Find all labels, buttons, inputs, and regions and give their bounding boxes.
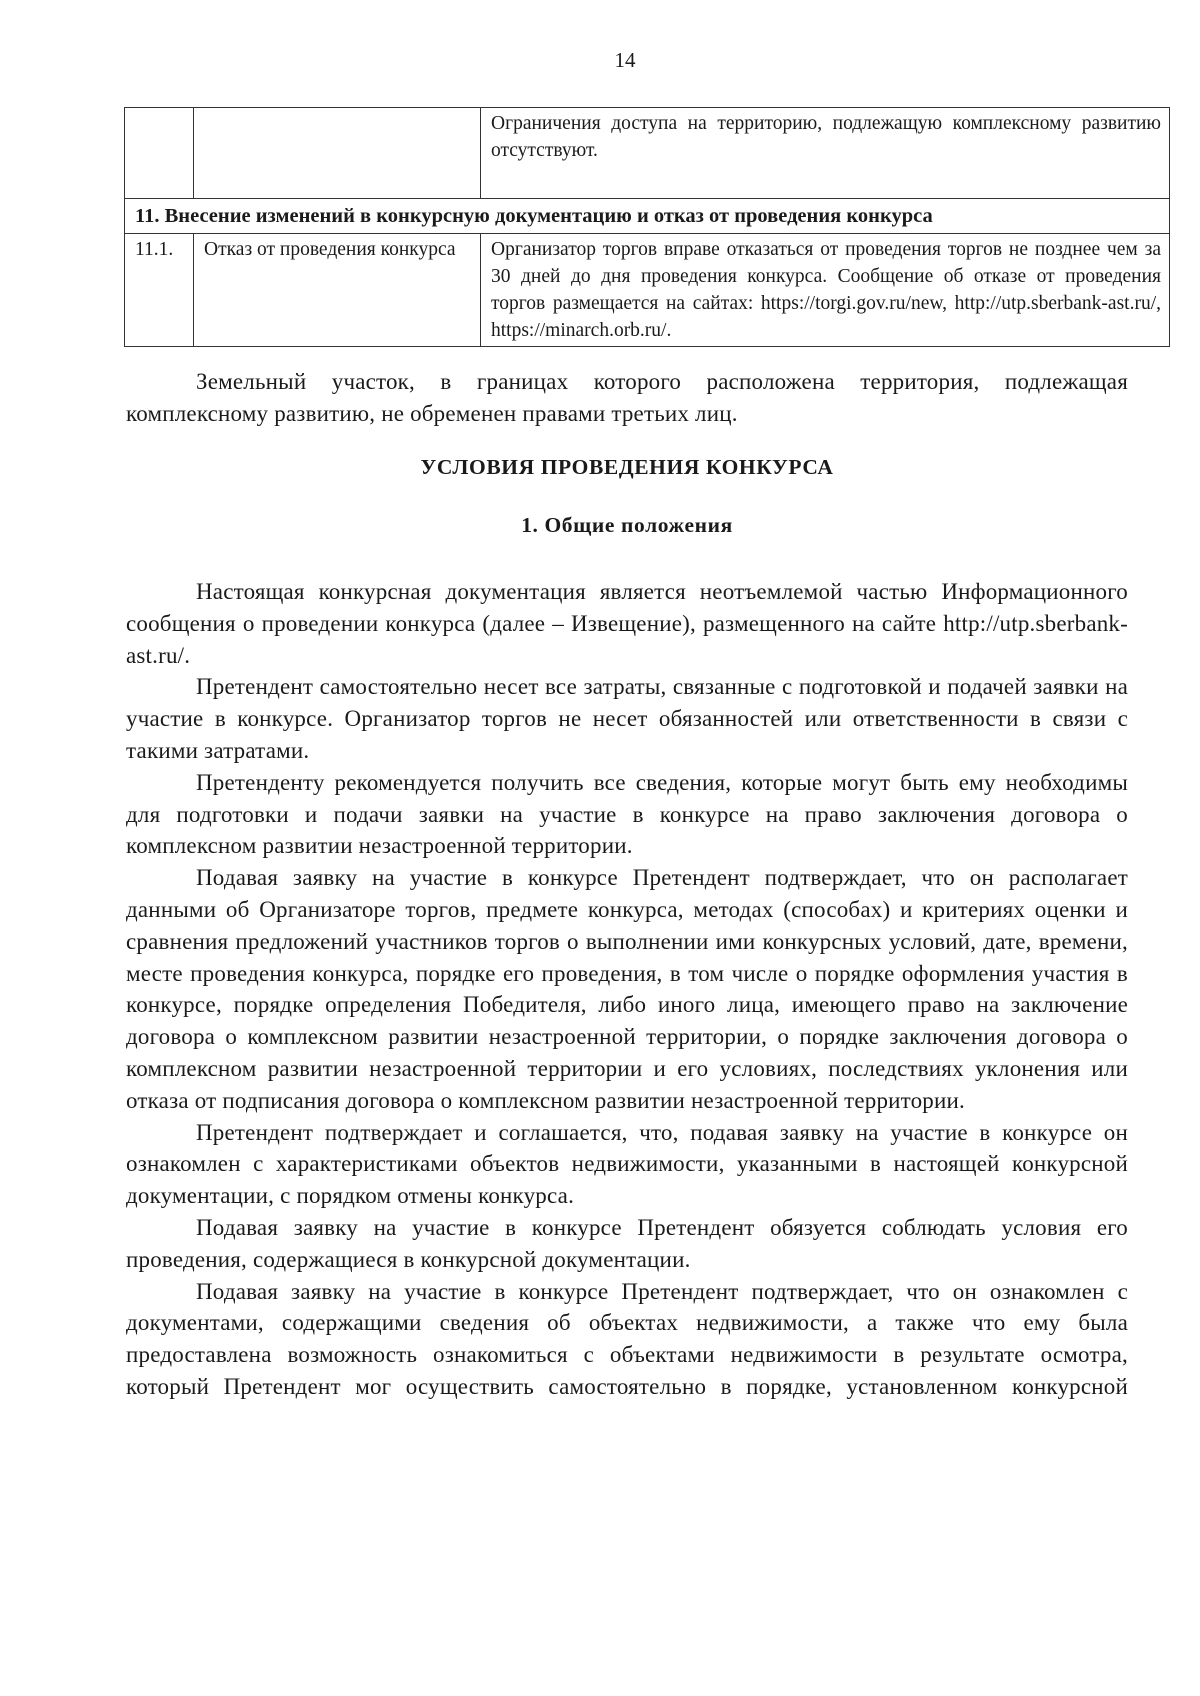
table-row xyxy=(125,234,1170,347)
table-section-row xyxy=(125,199,1170,234)
row-title-cell: Отказ от проведения конкурса xyxy=(194,234,481,347)
paragraph: Претенденту рекомендуется получить все сведения, которые могут быть ему необходимы для подготовки и подачи заявки на участие в конкурсе на право заключения договора о комплексном развитии незастроенной территории. xyxy=(126,769,1128,859)
paragraph: Настоящая конкурсная документация является неотъемлемой частью Информационного сообщения о проведении конкурса (далее – Извещение), размещенного на сайте http://utp.sberbank-ast.ru/. xyxy=(126,579,1128,668)
row-title-cell xyxy=(194,108,481,199)
paragraph: Претендент подтверждает и соглашается, что, подавая заявку на участие в конкурсе он ознакомлен с характеристиками объектов недвижимости, указанными в настоящей конкурсной документации, с порядком отмены конкурса. xyxy=(126,1119,1128,1209)
subsection-title: 1. Общие положения xyxy=(521,513,733,537)
section-title: УСЛОВИЯ ПРОВЕДЕНИЯ КОНКУРСА xyxy=(420,455,834,479)
intro-paragraph: Земельный участок, в границах которого расположена территория, подлежащая комплексному развитию, не обременен правами третьих лиц. xyxy=(126,369,1128,426)
row-number-cell xyxy=(125,108,194,199)
table-row xyxy=(125,108,1170,199)
page-number: 14 xyxy=(614,48,636,72)
row-text-cell: Ограничения доступа на территорию, подлежащую комплексному развитию отсутствуют. xyxy=(481,108,1170,199)
subsection-title-block xyxy=(126,510,1128,542)
paragraph: Подавая заявку на участие в конкурсе Претендент обязуется соблюдать условия его проведения, содержащиеся в конкурсной документации. xyxy=(126,1214,1128,1272)
paragraph: Подавая заявку на участие в конкурсе Претендент подтверждает, что он располагает данными об Организаторе торгов, предмете конкурса, методах (способах) и критериях оценки и сравнения предложений участников торгов о выполнении ими конкурсных условий, дате, времени, месте проведения конкурса, порядке его проведения, в том числе о порядке оформления участия в конкурсе, порядке определения Победителя, либо иного лица, имеющего право на заключение договора о комплексном развитии незастроенной территории, о порядке заключения договора о комплексном развитии незастроенной территории и его условиях, последствиях уклонения или отказа от подписания договора о комплексном развитии незастроенной территории. xyxy=(126,865,1128,1113)
paragraph: Претендент самостоятельно несет все затраты, связанные с подготовкой и подачей заявки на участие в конкурсе. Организатор торгов не несет обязанностей или ответственности в связи с такими затратами. xyxy=(126,674,1128,763)
conditions-table xyxy=(124,107,1170,347)
section-title-block xyxy=(126,452,1128,484)
intro-block xyxy=(126,366,1128,430)
paragraph: Подавая заявку на участие в конкурсе Претендент подтверждает, что он ознакомлен с документами, содержащими сведения об объектах недвижимости, а также что ему была предоставлена возможность ознакомиться с объектами недвижимости в результате осмотра, который Претендент мог осуществить самостоятельно в порядке, установленном конкурсной xyxy=(126,1278,1128,1399)
table-section-header: 11. Внесение изменений в конкурсную документацию и отказ от проведения конкурса xyxy=(125,199,1170,234)
row-text-cell: Организатор торгов вправе отказаться от проведения торгов не позднее чем за 30 дней до дня проведения конкурса. Сообщение об отказе от проведения торгов размещается на сайтах: https://torgi.gov.ru/new, http://utp.sberbank-ast.ru/, https://minarch.orb.ru/. xyxy=(481,234,1170,347)
main-text xyxy=(126,576,1128,1403)
row-number-cell: 11.1. xyxy=(125,234,194,347)
